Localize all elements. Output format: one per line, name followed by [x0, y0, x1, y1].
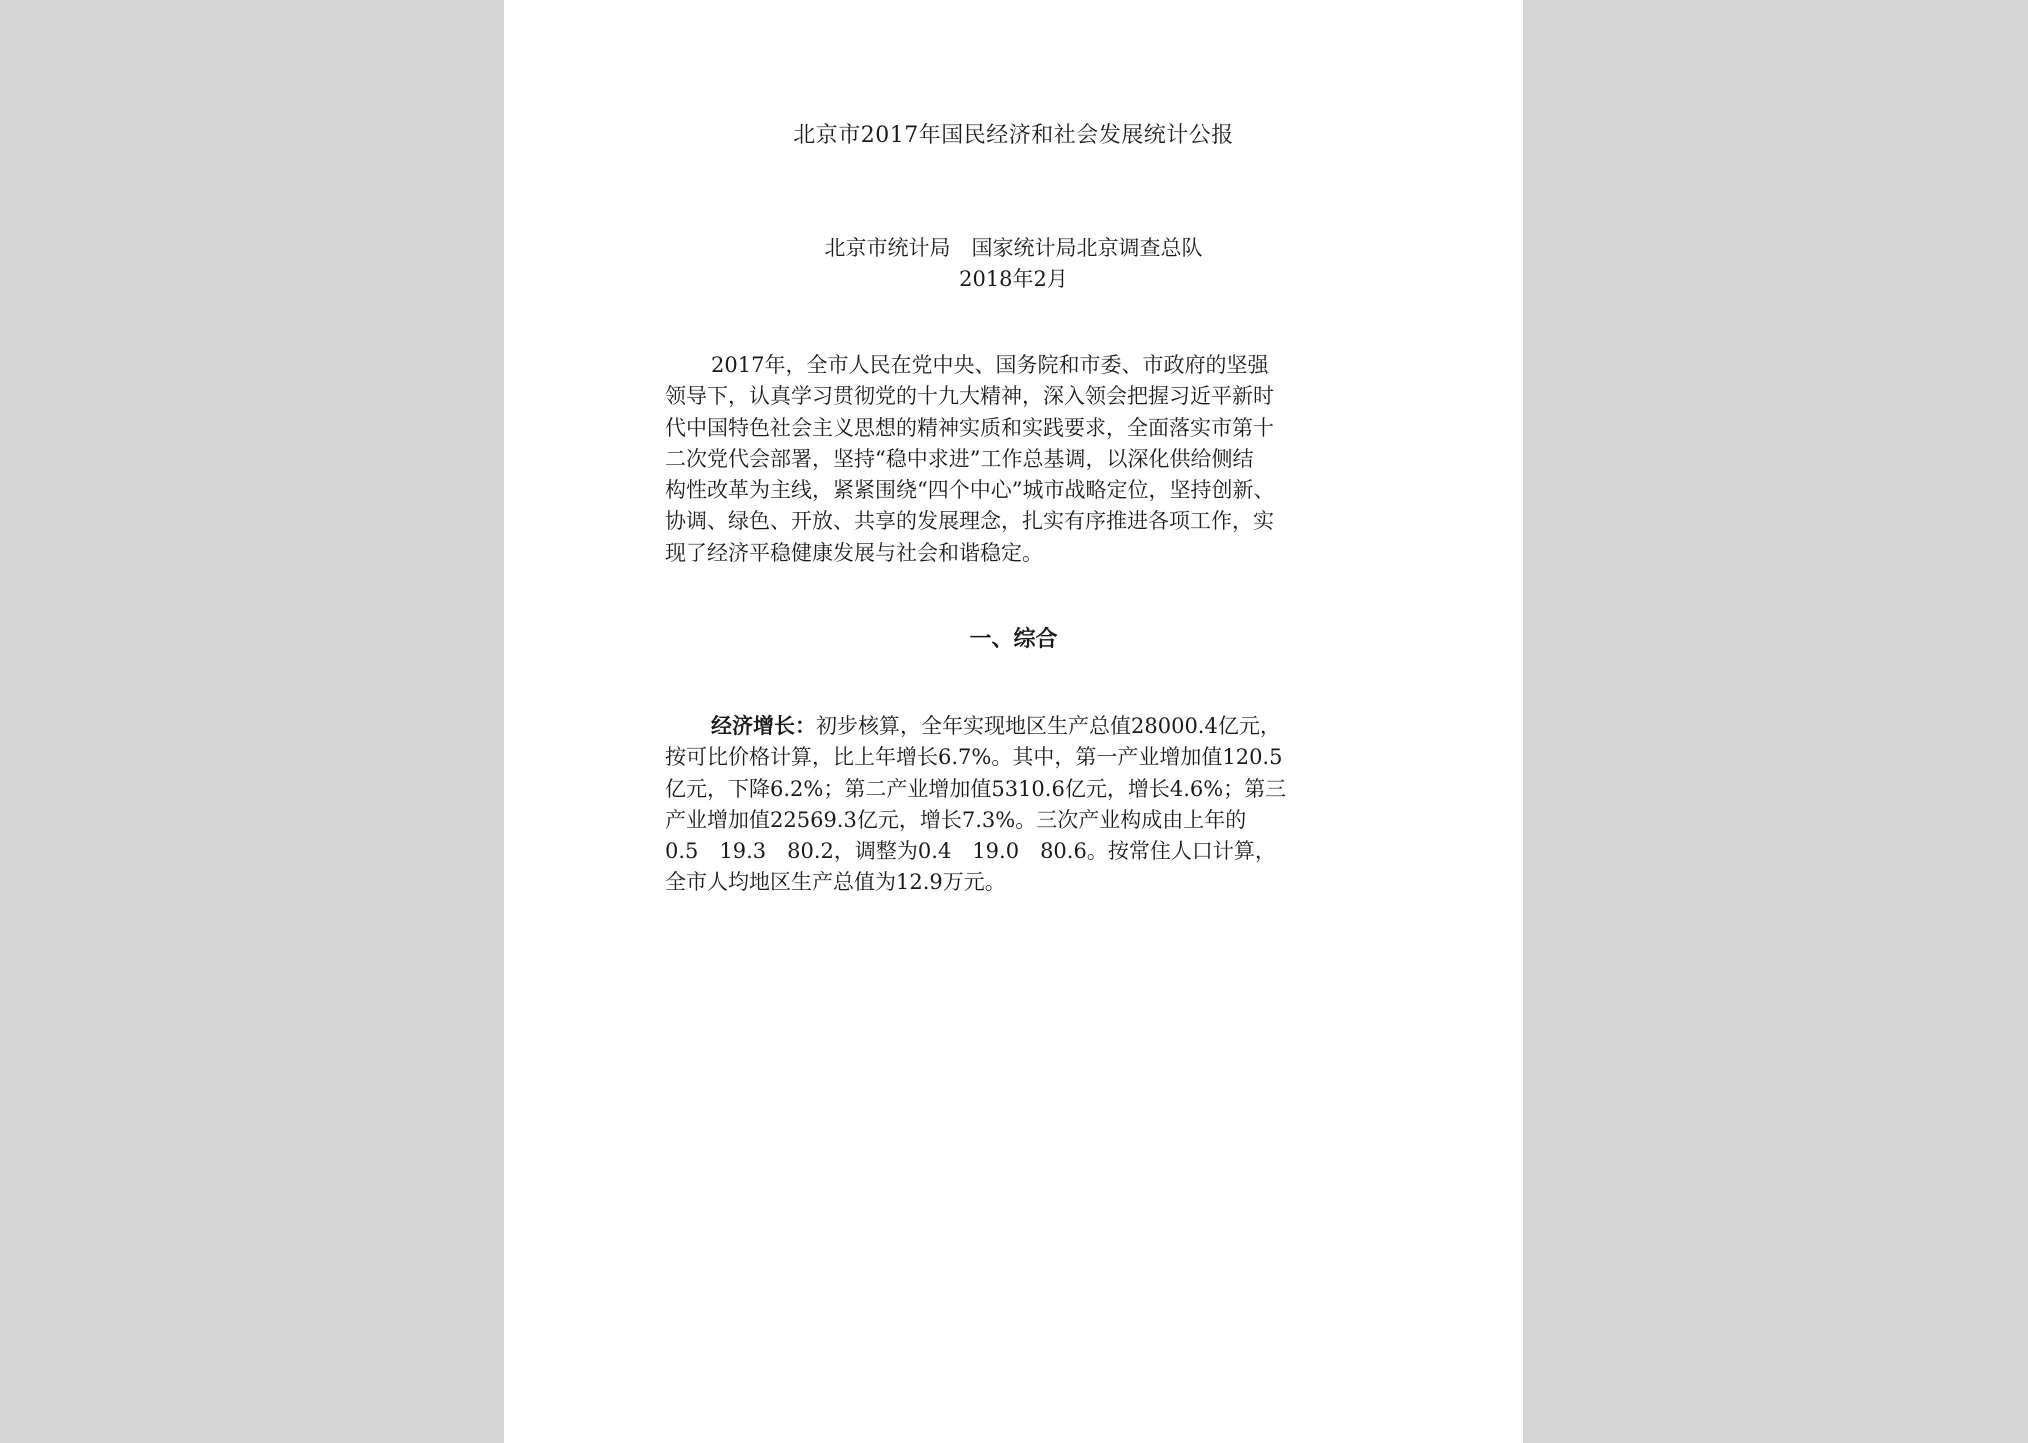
document-page: [504, 0, 1523, 1443]
section-heading: 一、综合: [969, 626, 1058, 652]
document-title: 北京市2017年国民经济和社会发展统计公报: [793, 123, 1234, 148]
intro-line: 二次党代会部署，坚持“稳中求进”工作总基调，以深化供给侧结: [665, 446, 1254, 471]
econ-line: 产业增加值22569.3亿元，增长7.3%。三次产业构成由上年的: [665, 807, 1247, 832]
intro-line: 2017年，全市人民在党中央、国务院和市委、市政府的坚强: [711, 353, 1269, 377]
intro-line: 协调、绿色、开放、共享的发展理念，扎实有序推进各项工作，实: [665, 509, 1274, 534]
intro-paragraph: [665, 350, 1365, 569]
econ-line: 0.5 19.3 80.2，调整为0.4 19.0 80.6。按常住人口计算，: [665, 839, 1276, 864]
econ-line: 初步核算，全年实现地区生产总值28000.4亿元，: [816, 714, 1281, 738]
intro-line: 领导下，认真学习贯彻党的十九大精神，深入领会把握习近平新时: [665, 384, 1274, 409]
intro-line: 构性改革为主线，紧紧围绕“四个中心”城市战略定位，坚持创新、: [665, 478, 1275, 503]
econ-line: 按可比价格计算，比上年增长6.7%。其中，第一产业增加值120.5: [665, 745, 1283, 770]
intro-line: 现了经济平稳健康发展与社会和谐稳定。: [665, 540, 1043, 565]
document-date: 2018年2月: [959, 267, 1068, 291]
econ-lead-label: 经济增长：: [711, 713, 816, 738]
econ-line: 全市人均地区生产总值为12.9万元。: [665, 870, 1006, 895]
intro-line: 代中国特色社会主义思想的精神实质和实践要求，全面落实市第十: [665, 415, 1274, 440]
economic-growth-paragraph: [665, 710, 1365, 899]
econ-line: 亿元，下降6.2%；第二产业增加值5310.6亿元，增长4.6%；第三: [665, 776, 1287, 801]
econ-line-first: [665, 710, 1365, 742]
document-authors: 北京市统计局 国家统计局北京调查总队: [824, 236, 1203, 260]
